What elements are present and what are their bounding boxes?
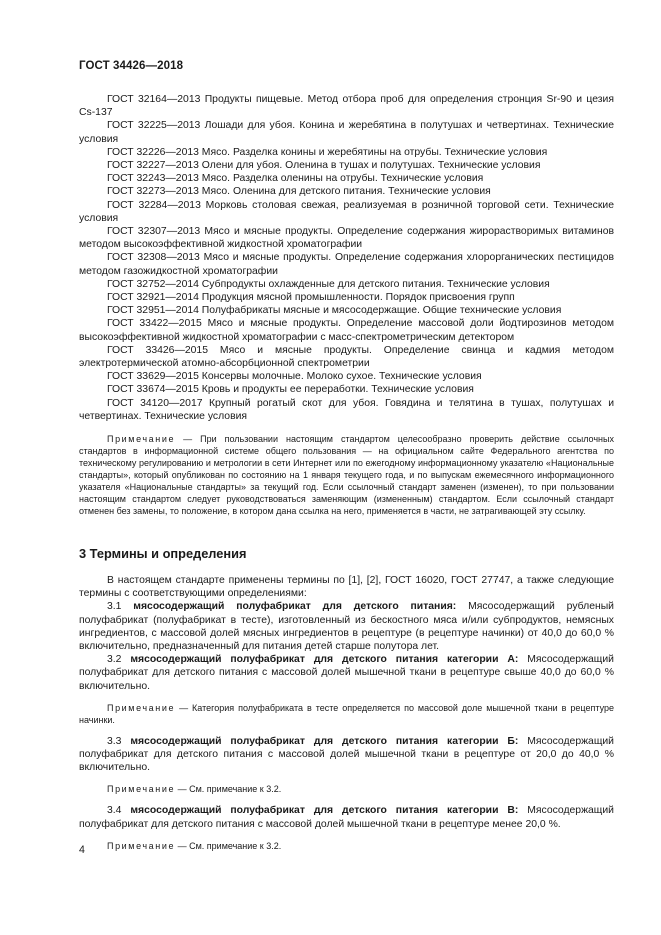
term-title: мясосодержащий полуфабрикат для детского питания категории В: — [130, 805, 519, 817]
reference-item: ГОСТ 33426—2015 Мясо и мясные продукты. Определение свинца и кадмия методом электротермической атомно-абсорбционной спектрометрии — [79, 344, 614, 370]
term-title: мясосодержащий полуфабрикат для детского питания категории А: — [130, 654, 519, 666]
note-label: Примечание — [107, 784, 176, 795]
reference-item: ГОСТ 33422—2015 Мясо и мясные продукты. Определение массовой доли йодтирозинов методом высокоэффективной жидкостной хроматографии с масс-спектрометрическим детектором — [79, 318, 614, 343]
term-number: 3.2 — [107, 654, 131, 666]
term-number: 3.3 — [107, 735, 131, 747]
reference-item: ГОСТ 32227—2013 Олени для убоя. Оленина в тушах и полутушах. Технические условия — [107, 160, 541, 172]
note-3-4 — [79, 840, 614, 852]
section-heading: 3 Термины и определения — [79, 546, 247, 561]
note-dash: — — [175, 840, 190, 851]
note-dash: — — [175, 702, 193, 713]
note-text: При пользовании настоящим стандартом целесообразно проверить действие ссылочных стандартов в информационной системе общего пользования — на официальном сайте Федерального агентства по техническому регулированию и метрологии в сети Интернет или по ежегодному информационному указателю «Национальные стандарты», который опубликован по состоянию на 1 января текущего года, и по выпускам ежемесячного информационного указателя «Национальные стандарты» за текущий год. Если ссылочный стандарт заменен (изменен), то при пользовании настоящим стандартом следует руководствоваться заменяющим (измененным) стандартом. Если ссылочный стандарт отменен без замены, то положение, в котором дана ссылка на него, применяется в части, не затрагивающей эту ссылку. — [79, 434, 614, 516]
term-3-2 — [79, 653, 614, 693]
page-header: ГОСТ 34426—2018 — [79, 60, 184, 72]
reference-item: ГОСТ 32284—2013 Морковь столовая свежая, реализуемая в розничной торговой сети. Технические условия — [79, 199, 614, 224]
note-label: Примечание — [107, 702, 176, 713]
reference-item: ГОСТ 32951—2014 Полуфабрикаты мясные и мясосодержащие. Общие технические условия — [107, 305, 562, 317]
reference-item: ГОСТ 33674—2015 Кровь и продукты ее переработки. Технические условия — [107, 384, 474, 396]
term-definition: Мясосодержащий рубленый полуфабрикат (полуфабрикат в тесте), изготовленный из бескостного мяса и/или субпродуктов, немясных ингредиентов, с массовой долей мясных ингредиентов в рецептуре (в рецептуре начинки) от 40,0 до 60,0 % включительно, предназначенный для питания детей старше полутора лет. — [79, 601, 614, 653]
note-3-3 — [79, 783, 614, 795]
term-definition: Мясосодержащий полуфабрикат для детского питания с массовой долей мышечной ткани в рецептуре свыше 40,0 до 60,0 % включительно. — [79, 654, 614, 692]
reference-list — [79, 93, 614, 423]
reference-item: ГОСТ 32752—2014 Субпродукты охлажденные для детского питания. Технические условия — [107, 278, 550, 290]
note-label: Примечание — [107, 434, 176, 444]
reference-item: ГОСТ 32273—2013 Мясо. Оленина для детского питания. Технические условия — [107, 186, 491, 198]
reference-item: ГОСТ 32164—2013 Продукты пищевые. Метод отбора проб для определения стронция Sr-90 и цезия Cs-137 — [79, 94, 614, 119]
term-title: мясосодержащий полуфабрикат для детского питания: — [133, 601, 457, 613]
term-3-4 — [79, 804, 614, 830]
reference-item: ГОСТ 32225—2013 Лошади для убоя. Конина и жеребятина в полутушах и четвертинах. Технические условия — [79, 120, 614, 145]
reference-item: ГОСТ 34120—2017 Крупный рогатый скот для убоя. Говядина и телятина в тушах, полутушах и четвертинах. Технические условия — [79, 397, 614, 422]
reference-item: ГОСТ 32308—2013 Мясо и мясные продукты. Определение содержания хлорорганических пестицидов методом газожидкостной хроматографии — [79, 252, 614, 277]
section-3 — [79, 546, 614, 852]
reference-item: ГОСТ 33629—2015 Консервы молочные. Молоко сухое. Технические условия — [107, 371, 482, 383]
note-references — [79, 433, 614, 517]
reference-item: ГОСТ 32921—2014 Продукция мясной промышленности. Порядок присвоения групп — [107, 292, 515, 304]
reference-item: ГОСТ 32307—2013 Мясо и мясные продукты. Определение содержания жирорастворимых витаминов методом высокоэффективной жидкостной хроматографии — [79, 226, 614, 251]
note-paragraph — [79, 433, 614, 517]
reference-item: ГОСТ 32226—2013 Мясо. Разделка конины и жеребятины на отрубы. Технические условия — [107, 146, 548, 158]
reference-item: ГОСТ 32243—2013 Мясо. Разделка оленины на отрубы. Технические условия — [107, 173, 484, 185]
note-text: См. примечание к 3.2. — [189, 784, 282, 795]
term-3-3 — [79, 735, 614, 775]
page-number: 4 — [79, 844, 85, 856]
note-text: См. примечание к 3.2. — [189, 840, 282, 851]
term-3-1 — [79, 600, 614, 653]
note-dash: — — [175, 784, 190, 795]
term-definition: Мясосодержащий полуфабрикат для детского питания с массовой долей мышечной ткани в рецептуре менее 20,0 %. — [79, 805, 614, 830]
note-3-2 — [79, 702, 614, 726]
section-intro: В настоящем стандарте применены термины по [1], [2], ГОСТ 16020, ГОСТ 27747, а также следующие термины с соответствующими определениями: — [79, 575, 614, 600]
note-text: Категория полуфабриката в тесте определяется по массовой доле мышечной ткани в рецептуре начинки. — [79, 702, 614, 725]
term-number: 3.1 — [107, 601, 134, 613]
term-number: 3.4 — [107, 805, 131, 817]
term-title: мясосодержащий полуфабрикат для детского питания категории Б: — [130, 735, 519, 747]
term-definition: Мясосодержащий полуфабрикат для детского питания с массовой долей мышечной ткани в рецептуре от 20,0 до 40,0 % включительно. — [79, 735, 614, 774]
note-dash: — — [175, 434, 201, 444]
note-label: Примечание — [107, 840, 176, 851]
